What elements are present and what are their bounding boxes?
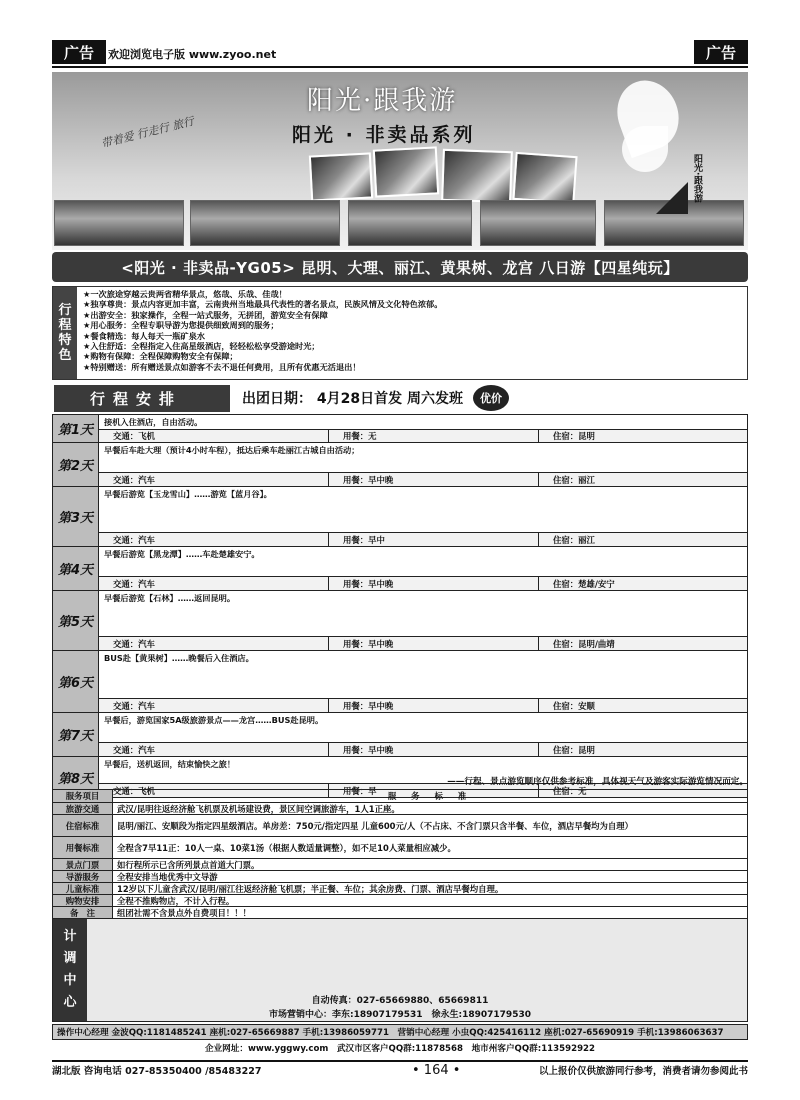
- day-meal: [329, 743, 539, 756]
- service-value: 12岁以下儿童含武汉/昆明/丽江往返经济舱飞机票；半正餐、车位；其余房费、门票、酒店早餐均自理。: [117, 883, 504, 894]
- banner-strip: [480, 200, 596, 246]
- footer: [52, 1060, 748, 1078]
- hotel-value: 丽江: [578, 474, 595, 485]
- transport-label: 交通：: [113, 744, 139, 755]
- banner-title: 阳光·跟我游: [307, 86, 458, 116]
- service-value: 全程含7早11正：10人一桌、10菜1汤（根据人数适量调整），如不足10人菜量相应减少。: [117, 842, 456, 853]
- hotel-value: 无: [578, 785, 587, 796]
- service-value: 全程不推购物店，不计入行程。: [117, 895, 235, 906]
- day-row: [53, 443, 747, 487]
- banner-subtitle: 阳光 · 非卖品系列: [292, 124, 476, 146]
- day-meta: [99, 698, 747, 712]
- features-label-char: 程: [58, 318, 72, 333]
- service-row: [53, 803, 747, 815]
- hotel-value: 昆明: [578, 431, 595, 442]
- day-label: 第8天: [53, 757, 99, 797]
- footer-left: 湖北版 咨询电话 027-85350400 /85483227: [52, 1066, 262, 1077]
- contact-box: [52, 918, 748, 1022]
- hotel-label: 住宿：: [553, 638, 579, 649]
- day-meta: [99, 742, 747, 756]
- auto-fax: 自动传真：027-65669880、65669811: [311, 996, 489, 1006]
- service-key: 导游服务: [53, 871, 113, 882]
- itinerary-table: [52, 414, 748, 798]
- day-meal: [329, 430, 539, 442]
- day-meal: [329, 577, 539, 590]
- meal-value: 早中晚: [368, 474, 394, 485]
- transport-label: 交通：: [113, 431, 139, 442]
- banner-photo: [441, 149, 513, 203]
- day-body: [99, 713, 747, 756]
- day-text: 早餐后，送机返回，结束愉快之旅！: [104, 759, 236, 769]
- day-label: 第1天: [53, 415, 99, 442]
- meal-value: 早中: [368, 534, 385, 545]
- transport-value: 汽车: [138, 578, 155, 589]
- day-meta: [99, 429, 747, 442]
- day-text: BUS赴【黄果树】……晚餐后入住酒店。: [104, 653, 254, 663]
- service-key: 住宿标准: [53, 815, 113, 836]
- day-transport: [99, 473, 329, 486]
- hotel-label: 住宿：: [553, 534, 579, 545]
- meal-label: 用餐：: [343, 785, 369, 796]
- service-row: [53, 837, 747, 859]
- day-transport: [99, 430, 329, 442]
- tour-title: <阳光 · 非卖品-YG05> 昆明、大理、丽江、黄果树、龙宫 八日游【四星纯玩】: [52, 252, 748, 282]
- service-key: 备 注: [53, 907, 113, 919]
- service-value: 全程安排当地优秀中文导游: [117, 871, 218, 882]
- banner-strip: [190, 200, 340, 246]
- contact-label-char: 心: [63, 995, 77, 1010]
- day-label: 第2天: [53, 443, 99, 486]
- day-transport: [99, 533, 329, 546]
- meal-label: 用餐：: [343, 638, 369, 649]
- schedule-note: ——行程、景点游览顺序仅供参考标准，具体视天气及游客实际游览情况而定。: [447, 777, 748, 787]
- service-value: 昆明/丽江、安顺段为指定四星级酒店。单房差：750元/指定四星 儿童600元/人（不占床、不含门票只含半餐、车位，酒店早餐均为自理）: [117, 820, 634, 831]
- meal-label: 用餐：: [343, 534, 369, 545]
- service-value: 如行程所示已含所列景点首道大门票。: [117, 859, 260, 870]
- day-label: 第7天: [53, 713, 99, 756]
- day-label: 第4天: [53, 547, 99, 590]
- transport-label: 交通：: [113, 534, 139, 545]
- contact-label-char: 计: [63, 929, 77, 944]
- feature-item: ★独享尊贵：景点内容更加丰富，云南贵州当地最具代表性的著名景点，民族风情及文化特色浓郁。: [83, 299, 443, 310]
- service-row: [53, 815, 747, 837]
- day-row: [53, 651, 747, 713]
- day-body: [99, 443, 747, 486]
- day-label: 第3天: [53, 487, 99, 546]
- feature-item: ★出游安全：独家操作，全程一站式服务，无拼团，游览安全有保障: [83, 309, 328, 320]
- service-row: [53, 859, 747, 871]
- banner-handwriting: 带着爱 行走行 旅行: [99, 114, 196, 151]
- hotel-label: 住宿：: [553, 744, 579, 755]
- day-text: 早餐后游览【石林】……返回昆明。: [104, 593, 236, 603]
- day-row: [53, 547, 747, 591]
- day-hotel: [539, 699, 747, 712]
- departure-date: 出团日期： 4月28日首发 周六发班: [242, 391, 463, 407]
- feature-item: ★特别赠送：所有赠送景点如游客不去不退任何费用，且所有优惠无活退出！: [83, 361, 361, 372]
- hotel-label: 住宿：: [553, 431, 579, 442]
- service-head-key: 服务项目: [53, 790, 113, 802]
- meal-value: 早中晚: [368, 700, 394, 711]
- service-head-row: [53, 790, 747, 803]
- day-hotel: [539, 637, 747, 650]
- meal-value: 早中晚: [368, 578, 394, 589]
- day-text: 接机入住酒店，自由活动。: [104, 417, 203, 427]
- day-hotel: [539, 430, 747, 442]
- day-text: 早餐后游览【玉龙雪山】……游览【蓝月谷】。: [104, 489, 272, 499]
- service-value: 组团社需不含景点外自费项目！！！: [117, 908, 251, 919]
- feature-item: ★餐食精选：每人每天一瓶矿泉水: [83, 330, 205, 341]
- transport-value: 飞机: [138, 785, 155, 796]
- meal-label: 用餐：: [343, 474, 369, 485]
- service-key: 景点门票: [53, 859, 113, 870]
- banner-strip: [348, 200, 472, 246]
- day-row: [53, 591, 747, 651]
- service-table: [52, 789, 748, 920]
- day-hotel: [539, 577, 747, 590]
- day-label: 第6天: [53, 651, 99, 712]
- features-label-char: 色: [58, 348, 72, 363]
- meal-value: 无: [368, 431, 377, 442]
- transport-label: 交通：: [113, 474, 139, 485]
- day-text: 早餐后车赴大理（预计4小时车程），抵达后乘车赴丽江古城自由活动；: [104, 445, 360, 455]
- contact-label-char: 中: [63, 973, 77, 988]
- features-label-char: 特: [58, 333, 72, 348]
- features-box: [52, 286, 748, 380]
- logo-text: 阳光·跟我游: [692, 154, 702, 203]
- meal-label: 用餐：: [343, 578, 369, 589]
- day-meal: [329, 637, 539, 650]
- day-hotel: [539, 533, 747, 546]
- day-row: [53, 487, 747, 547]
- hotel-value: 昆明/曲靖: [578, 638, 615, 649]
- day-label: 第5天: [53, 591, 99, 650]
- ad-tag-right: 广告: [694, 40, 748, 64]
- day-meta: [99, 472, 747, 486]
- day-body: [99, 591, 747, 650]
- hotel-value: 昆明: [578, 744, 595, 755]
- day-row: [53, 713, 747, 757]
- banner: [52, 72, 748, 250]
- day-meta: [99, 532, 747, 546]
- banner-photo: [373, 146, 439, 197]
- day-row: [53, 415, 747, 443]
- meal-label: 用餐：: [343, 431, 369, 442]
- logo-triangle-icon: [656, 182, 688, 214]
- service-key: 用餐标准: [53, 837, 113, 858]
- marketing-center: 市场营销中心：李东:18907179531 徐永生:18907179530: [269, 1010, 531, 1020]
- feature-item: ★一次旅途穿越云贵两省精华景点，悠哉、乐哉、佳哉！: [83, 289, 287, 299]
- service-key: 旅游交通: [53, 803, 113, 814]
- service-row: [53, 883, 747, 895]
- price-badge: 优价: [473, 385, 509, 411]
- transport-value: 汽车: [138, 534, 155, 545]
- hotel-label: 住宿：: [553, 578, 579, 589]
- day-body: [99, 487, 747, 546]
- day-meta: [99, 576, 747, 590]
- features-label: [53, 287, 77, 379]
- transport-label: 交通：: [113, 638, 139, 649]
- day-meal: [329, 533, 539, 546]
- hotel-value: 丽江: [578, 534, 595, 545]
- header-rule: [52, 66, 748, 68]
- day-text: 早餐后游览【黑龙潭】……车赴楚雄安宁。: [104, 549, 260, 559]
- footer-right: 以上报价仅供旅游同行参考，消费者请勿参阅此书: [538, 1066, 748, 1077]
- day-transport: [99, 637, 329, 650]
- schedule-title: 行程安排: [54, 385, 230, 412]
- ops-managers: 操作中心经理 金波QQ:1181485241 座机:027-65669887 手机:13986059771 营销中心经理 小虫QQ:425416112 座机:027-65690919 手机:13986063637: [52, 1024, 748, 1040]
- transport-value: 汽车: [138, 638, 155, 649]
- features-list: [83, 289, 743, 372]
- day-text: 早餐后，游览国家5A级旅游景点——龙宫……BUS赴昆明。: [104, 715, 324, 725]
- transport-value: 汽车: [138, 744, 155, 755]
- banner-strip: [54, 200, 184, 246]
- service-row: [53, 871, 747, 883]
- transport-value: 汽车: [138, 700, 155, 711]
- feature-item: ★入住舒适：全程指定入住高星级酒店，轻轻松松享受游途时光；: [83, 341, 320, 352]
- website-line[interactable]: 企业网址：www.yggwy.com 武汉市区客户QQ群:11878568 地市州客户QQ群:113592922: [204, 1044, 596, 1054]
- day-transport: [99, 699, 329, 712]
- transport-label: 交通：: [113, 700, 139, 711]
- service-value: 武汉/昆明往返经济舱飞机票及机场建设费，景区间空调旅游车，1人1正座。: [117, 803, 400, 814]
- day-transport: [99, 577, 329, 590]
- feature-item: ★用心服务：全程专职导游为您提供细致周到的服务；: [83, 320, 279, 331]
- contact-label-char: 调: [63, 951, 77, 966]
- day-meta: [99, 636, 747, 650]
- day-hotel: [539, 743, 747, 756]
- meal-value: 早中晚: [368, 638, 394, 649]
- day-body: [99, 651, 747, 712]
- hotel-value: 安顺: [578, 700, 595, 711]
- service-row: [53, 895, 747, 907]
- day-meal: [329, 699, 539, 712]
- site-url[interactable]: 欢迎浏览电子版 www.zyoo.net: [108, 48, 277, 61]
- transport-label: 交通：: [113, 578, 139, 589]
- hotel-value: 楚雄/安宁: [578, 578, 615, 589]
- ad-tag-left: 广告: [52, 40, 106, 64]
- service-head-val: 服 务 标 准: [387, 791, 473, 801]
- feature-item: ★购物有保障：全程保障购物安全有保障；: [83, 351, 238, 362]
- banner-photo: [309, 152, 373, 201]
- service-key: 儿童标准: [53, 883, 113, 894]
- page-number: • 164 •: [412, 1062, 461, 1078]
- meal-label: 用餐：: [343, 744, 369, 755]
- schedule-header: [52, 383, 748, 413]
- service-key: 购物安排: [53, 895, 113, 906]
- transport-label: 交通：: [113, 785, 139, 796]
- day-transport: [99, 743, 329, 756]
- day-body: [99, 547, 747, 590]
- hotel-label: 住宿：: [553, 700, 579, 711]
- transport-value: 飞机: [138, 431, 155, 442]
- banner-photo: [512, 152, 577, 204]
- meal-value: 早: [368, 785, 377, 796]
- meal-label: 用餐：: [343, 700, 369, 711]
- meal-value: 早中晚: [368, 744, 394, 755]
- day-meal: [329, 473, 539, 486]
- features-label-char: 行: [58, 303, 72, 318]
- hotel-label: 住宿：: [553, 474, 579, 485]
- transport-value: 汽车: [138, 474, 155, 485]
- hotel-label: 住宿：: [553, 785, 579, 796]
- day-body: [99, 415, 747, 442]
- logo-leaf-icon: [622, 126, 668, 172]
- day-hotel: [539, 473, 747, 486]
